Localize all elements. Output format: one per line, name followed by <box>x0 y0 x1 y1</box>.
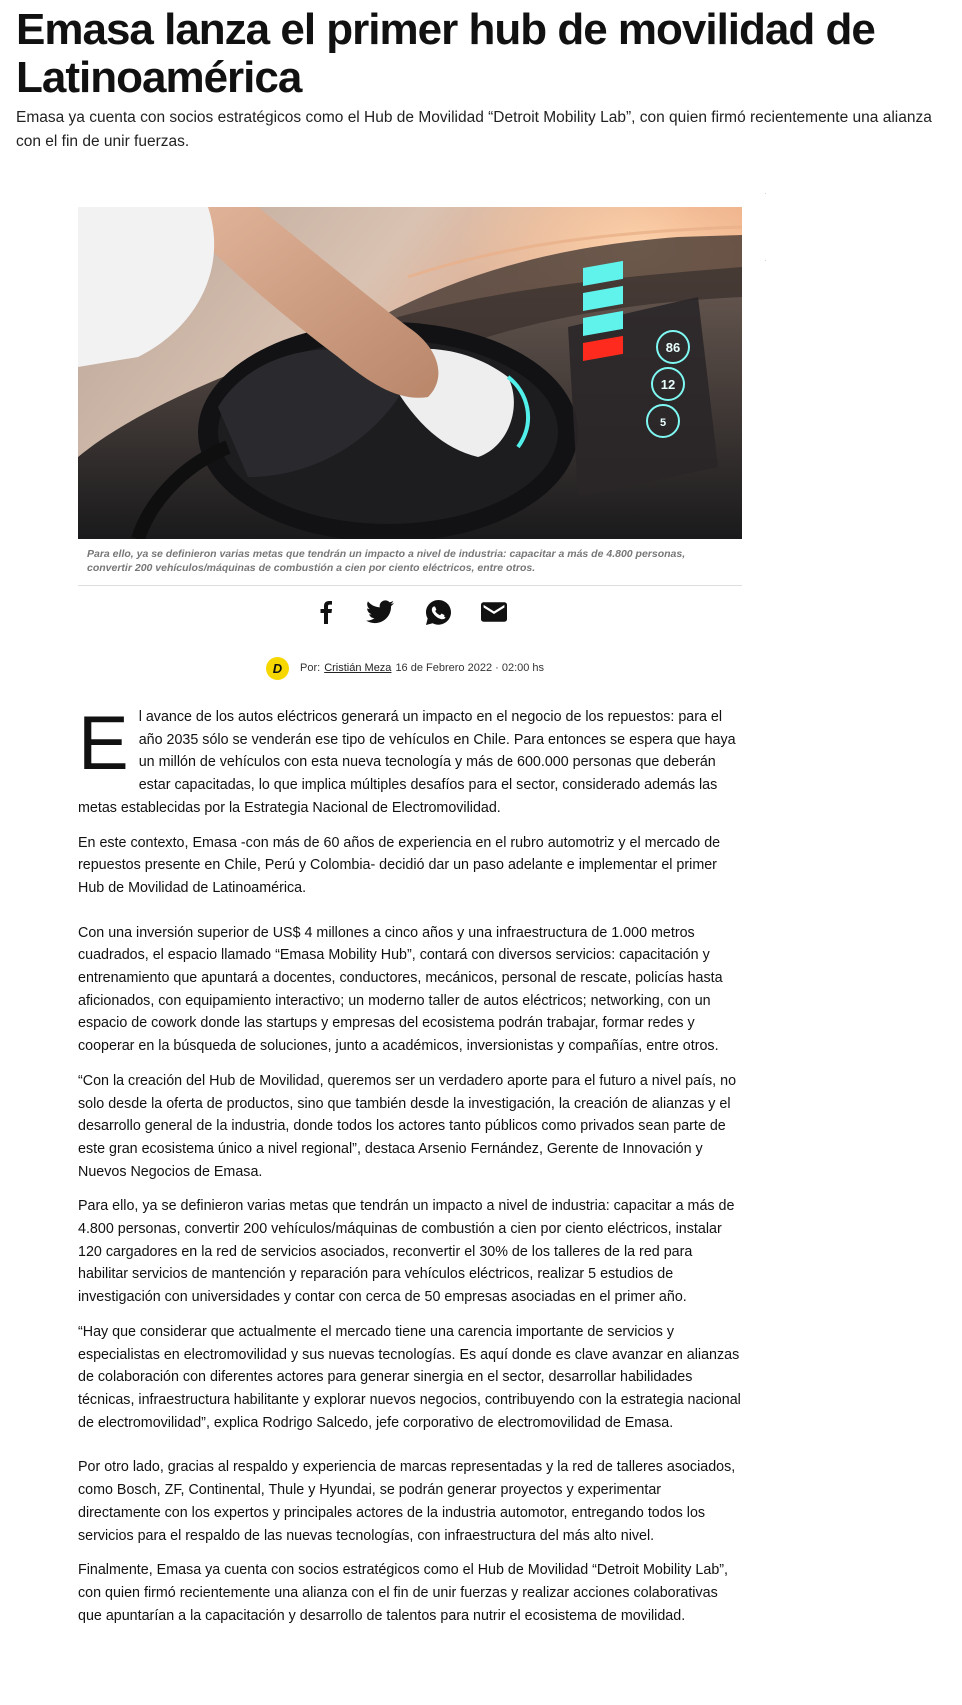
article-paragraph: Por otro lado, gracias al respaldo y experiencia de marcas representadas y la red de talleres asociados, como Bosch, ZF, Continental, Thule y Hyundai, se podrán generar proyectos y experimentar directamente con los expertos y principales actores de la industria automotor, entregando todos los servicios para el respaldo de las nuevas tecnologías, con infraestructura del más alto nivel. <box>78 1459 736 1544</box>
caption-divider <box>78 585 742 586</box>
whatsapp-icon[interactable] <box>422 596 454 628</box>
author-link[interactable]: Cristián Meza <box>324 662 392 674</box>
image-caption: Para ello, ya se definieron varias metas que tendrán un impacto a nivel de industria: capacitar a más de 4.800 personas, convertir 200 vehículos/máquinas de combustión a cien por ciento eléctricos, entre otros. <box>87 548 686 574</box>
article-paragraph: Para ello, ya se definieron varias metas que tendrán un impacto a nivel de industria: capacitar a más de 4.800 personas, convertir 200 vehículos/máquinas de combustión a cien por ciento eléctricos, instalar 120 cargadores en la red de servicios asociados, reconvertir el 30% de los talleres de la red para habilitar servicios de mantención y reparación para vehículos eléctricos, realizar 5 estudios de investigación con universidades y contar con cerca de 50 empresas asociadas en el primer año. <box>78 1198 735 1306</box>
article-paragraph: “Hay que considerar que actualmente el mercado tiene una carencia importante de servicios y especialistas en electromovilidad y sus nuevas tecnologías. Es aquí donde es clave avanzar en alianzas de colaboración con diferentes actores para generar sinergia en el sector, desarrollar habilidades técnicas, infraestructura habilitante y explorar nuevos negocios, contribuyendo con la estrategia nacional de electromovilidad”, explica Rodrigo Salcedo, jefe corporativo de electromovilidad de Emasa. <box>78 1323 741 1431</box>
email-icon[interactable] <box>478 596 510 628</box>
publication-logo: D <box>266 657 289 680</box>
article-subtitle: Emasa ya cuenta con socios estratégicos como el Hub de Movilidad “Detroit Mobility Lab”, con quien firmó recientemente una alianza con el fin de unir fuerzas. <box>16 109 932 150</box>
publish-date: 16 de Febrero 2022 · 02:00 hs <box>395 662 545 674</box>
article-paragraph: “Con la creación del Hub de Movilidad, queremos ser un verdadero aporte para el futuro a nivel país, no solo desde la oferta de productos, sino que también desde la investigación, la creación de alianzas y el desarrollo general de la industria, donde todos los actores tanto públicos como privados sean parte de este gran ecosistema único a nivel regional”, destaca Arsenio Fernández, Gerente de Innovación y Nuevos Negocios de Emasa. <box>78 1072 737 1180</box>
stray-mark: · <box>764 255 767 265</box>
article-paragraph: El avance de los autos eléctricos generará un impacto en el negocio de los repuestos: para el año 2035 sólo se venderán ese tipo de vehículos en Chile. Para entonces se espera que haya un millón de vehículos con esta nueva tecnología y más de 600.000 personas que deberán estar capacitadas, lo que implica múltiples desafíos para el sector, considerado además las metas establecidas por la Estrategia Nacional de Electromovilidad. <box>78 701 736 816</box>
twitter-icon[interactable] <box>364 596 396 628</box>
share-bar <box>310 596 510 628</box>
byline-prefix: Por: <box>300 662 321 674</box>
dropcap: E <box>78 701 129 786</box>
hero-image <box>78 207 742 539</box>
dashboard-readout: 12 <box>660 377 676 392</box>
dashboard-readout: 5 <box>659 417 667 429</box>
facebook-icon[interactable] <box>310 596 342 628</box>
article-paragraph: Finalmente, Emasa ya cuenta con socios estratégicos como el Hub de Movilidad “Detroit Mobility Lab”, con quien firmó recientemente una alianza con el fin de unir fuerzas y realizar acciones colaborativas que apuntarían a la capacitación y desarrollo de talentos para nutrir el ecosistema de movilidad. <box>78 1562 729 1624</box>
dashboard-readout: 86 <box>665 340 681 355</box>
article-body <box>78 701 744 1639</box>
byline <box>266 656 544 680</box>
article-paragraph: Con una inversión superior de US$ 4 millones a cinco años y una infraestructura de 1.000 metros cuadrados, el espacio llamado “Emasa Mobility Hub”, contará con diversos servicios: capacitación y entrenamiento que apuntará a docentes, conductores, mecánicos, personal de rescate, policías hasta aficionados, con equipamiento interactivo; un moderno taller de autos eléctricos; networking, con un espacio de cowork donde las startups y empresas del ecosistema podrán trabajar, formar redes y cooperar en la búsqueda de soluciones, junto a académicos, inversionistas y compañías, entre otros. <box>78 924 723 1055</box>
article-paragraph: En este contexto, Emasa -con más de 60 años de experiencia en el rubro automotriz y el mercado de repuestos presente en Chile, Perú y Colombia- decidió dar un paso adelante e implementar el primer Hub de Movilidad de Latinoamérica. <box>78 834 721 896</box>
article-headline: Emasa lanza el primer hub de movilidad de Latinoamérica <box>16 5 875 102</box>
stray-mark: · <box>764 188 767 198</box>
